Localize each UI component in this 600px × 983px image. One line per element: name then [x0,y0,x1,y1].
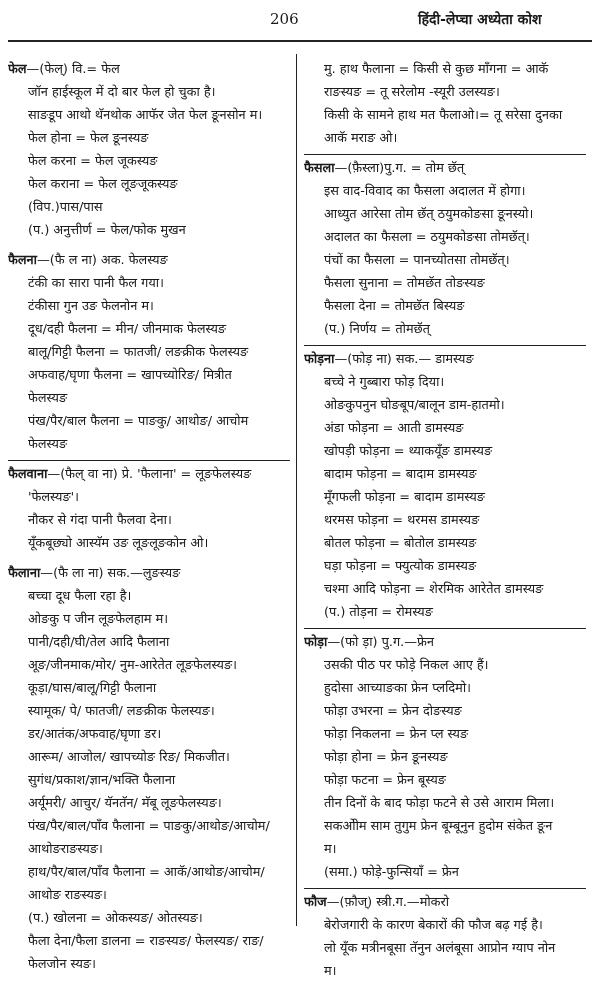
entry-text: आकॅ मराङ ओ। [324,131,398,146]
entry-line [8,196,290,219]
entry-text: ओङकु प जीन लूङफेलहाम म। [28,612,169,627]
entry-text: टंकीसा गुन उङ फेलनोन म। [28,299,154,314]
entry-text: इस वाद-विवाद का फैसला अदालत में होगा। [324,184,526,199]
entry-text: (प.) खोलना = ओकस्यङ/ ओतस्यङ। [28,911,203,926]
left-column [8,58,290,976]
entry-text: फोड़ा फटना = फ्रेन बूस्यङ [324,773,446,788]
entry-line [304,555,586,578]
entry-text: —(फ़ौज्) स्त्री.ग.—मोकरो [326,895,450,910]
entry-text: —(फेल्) वि.= फेल [26,62,120,77]
entry-text: फेलस्यङ [28,391,68,406]
entry-line [8,792,290,815]
entry-text: फोड़ा होना = फ्रेन ङूनस्यङ [324,750,448,765]
entry-line [304,272,586,295]
entry-line [304,180,586,203]
entry-text: फेलजोन स्यङ। [28,957,96,972]
entry-line [304,104,586,127]
entry-line [8,838,290,861]
entry-line [304,249,586,272]
entry-line [304,463,586,486]
entry-line [304,203,586,226]
entry-line [8,631,290,654]
entry-headline [304,891,586,914]
entry-line [8,861,290,884]
entry-line [8,272,290,295]
entry-line [304,58,586,81]
entry-headline [304,348,586,371]
entry-text: सुगंध/प्रकाश/ज्ञान/भक्ति फैलाना [28,773,176,788]
entry-text: सकओीम साम तुगुम फ्रेन बूम्बूनुन हुदोम संकेत ङून [324,819,553,834]
entry-text: बच्चे ने गुब्बारा फोड़ दिया। [324,375,445,390]
entry-text: (प.) निर्णय = तोमछॅत् [324,322,430,337]
entry-text: मूँगफली फोड़ना = बादाम डामस्यङ [324,490,485,505]
entry-line [304,960,586,983]
dictionary-entry [8,249,290,456]
headword: फेल [8,62,27,77]
entry-line [304,677,586,700]
entry-text: यूँकबूछ्यो आस्यॅम उङ लूङलूङकोन ओ। [28,536,209,551]
entry-line [8,318,290,341]
entry-text: घड़ा फोड़ना = फ्युत्योक डामस्यङ [324,559,477,574]
entry-line [304,861,586,884]
entry-text: फेल कराना = फेल लूङजूकस्यङ [28,177,178,192]
entry-text: मु. हाथ फैलाना = किसी से कुछ माँगना = आकॅ [324,62,549,77]
entry-text: फोड़ा उभरना = फ्रेन दोङस्यङ [324,704,462,719]
headword: फैलाना [8,566,41,581]
entry-text: अदालत का फैसला = ठयुमकोङसा तोमछॅत्। [324,230,530,245]
entry-text: —(फो ड़ा) पु.ग.—फ्रेन [327,635,434,650]
headword: फोड़ा [304,635,328,650]
entry-line [8,654,290,677]
entry-text: बालू/गिट्टी फैलना = फातजी/ लङक्रीक फेलस्यङ [28,345,249,360]
entry-text: चश्मा आदि फोड़ना = शेरमिक आरेतेत डामस्यङ [324,582,544,597]
entry-line [304,417,586,440]
entry-headline [8,249,290,272]
entry-divider [8,460,290,461]
entry-line [304,318,586,341]
right-column [304,58,586,983]
entry-text: किसी के सामने हाथ मत फैलाओ।= तू सरेसा दुनका [324,108,563,123]
entry-line [304,700,586,723]
entry-text: —(फ़ैस्ला)पु.ग. = तोम छॅत् [334,161,465,176]
entry-line [8,173,290,196]
entry-line [8,104,290,127]
headword: फोड़ना [304,352,335,367]
entry-text: —(फै ल ना) अक. फेलस्यङ [36,253,168,268]
entry-line [304,509,586,532]
entry-text: म। [324,842,337,857]
entry-line [304,81,586,104]
entry-text: अंडा फोड़ना = आती डामस्यङ [324,421,464,436]
entry-text: पंख/पैर/बाल फैलना = पाङकु/ आथोङ/ आचोम [28,414,249,429]
entry-headline [8,463,290,486]
entry-divider [304,628,586,629]
entry-line [304,654,586,677]
entry-text: हाथ/पैर/बाल/पाँव फैलाना = आकॅ/आथोङ/आचोम/ [28,865,265,880]
entry-text: बोतल फोड़ना = बोतोल डामस्यङ [324,536,477,551]
entry-line [8,341,290,364]
page-number: 206 [270,10,299,28]
dictionary-entry [8,463,290,555]
entry-line [8,364,290,387]
entry-line [8,930,290,953]
dictionary-entry [304,157,586,341]
entry-text: —(फै ला ना) सक.—लुङस्यङ [40,566,181,581]
headword: फैसला [304,161,335,176]
entry-text: आरूम/ आजोल/ खापच्योङ रिङ/ मिकजीत। [28,750,230,765]
entry-line [304,746,586,769]
entry-line [304,486,586,509]
entry-line [8,953,290,976]
entry-text: खोपड़ी फोड़ना = थ्याकयूँङ डामस्यङ [324,444,493,459]
dictionary-entry [8,562,290,976]
entry-text: फैला देना/फैला डालना = राङस्यङ/ फेलस्यङ/ राङ/ [28,934,264,949]
entry-line [8,486,290,509]
entry-line [304,371,586,394]
entry-text: (विप.)पास/पास [28,200,103,215]
entry-text: तीन दिनों के बाद फोड़ा फटने से उसे आराम मिला। [324,796,555,811]
entry-text: नौकर से गंदा पानी फैलवा देना। [28,513,172,528]
dictionary-entry [304,631,586,884]
entry-headline [8,562,290,585]
entry-line [8,81,290,104]
entry-text: बादाम फोड़ना = बादाम डामस्यङ [324,467,477,482]
entry-text: डर/आतंक/अफवाह/घृणा डर। [28,727,162,742]
entry-line [8,907,290,930]
entry-text: दूध/दही फैलना = मीन/ जीनमाक फेलस्यङ [28,322,227,337]
entry-line [304,127,586,150]
entry-line [304,394,586,417]
entry-text: कूड़ा/घास/बालू/गिट्टी फैलाना [28,681,157,696]
entry-text: टंकी का सारा पानी फैल गया। [28,276,164,291]
entry-text: साङडूप आथो थॅनथोक आफॅर जेत फेल ङूनसोन म। [28,108,263,123]
entry-line [304,914,586,937]
headword: फैलवाना [8,467,48,482]
entry-text: अूङ/जीनमाक/मोर/ नुम-आरेतेत लूङफेलस्यङ। [28,658,237,673]
entry-line [8,815,290,838]
entry-line [304,815,586,838]
entry-headline [304,631,586,654]
entry-text: राङस्यङ = तू सरेलोम -स्यूरी उलस्यङ। [324,85,500,100]
entry-text: म। [324,964,337,979]
entry-line [8,219,290,242]
entry-line [304,723,586,746]
entry-text: 'फेलस्यङ'। [28,490,79,505]
entry-line [8,410,290,433]
entry-text: अर्यूमरी/ आचुर/ यॅनतॅन/ मॅबू लूङफेलस्यङ। [28,796,222,811]
entry-line [8,677,290,700]
entry-line [8,127,290,150]
header-rule [8,40,592,42]
entry-line [304,838,586,861]
entry-line [8,608,290,631]
entry-text: बेरोजगारी के कारण बेकारों की फौज बढ़ गई है। [324,918,543,933]
entry-text: जॉन हाईस्कूल में दो बार फेल हो चुका है। [28,85,216,100]
headword: फौज [304,895,327,910]
running-title: हिंदी-लेप्चा अध्येता कोश [418,12,542,28]
entry-text: अफवाह/घृणा फैलना = खापच्योरिङ/ मित्रीत [28,368,232,383]
entry-text: —(फैल् वा ना) प्रे. 'फैलाना' = लूङफेलस्यङ [47,467,252,482]
entry-line [304,295,586,318]
entry-text: आथोङ राङस्यङ। [28,888,107,903]
entry-line [304,440,586,463]
entry-text: ओङकुपनुन घोङबूप/बालून डाम-हातमो। [324,398,505,413]
entry-line [304,226,586,249]
entry-line [304,937,586,960]
entry-line [304,532,586,555]
entry-line [8,387,290,410]
entry-headline [8,58,290,81]
entry-line [8,585,290,608]
entry-text: फैसला देना = तोमछॅत बिस्यङ [324,299,465,314]
dictionary-entry [8,58,290,242]
entry-text: (समा.) फोड़े-फुन्सियाँ = फ्रेन [324,865,459,880]
dictionary-entry [304,891,586,983]
entry-text: लो यूँक मत्रीनबूसा तॅनुन अलंबूसा आप्रोन ग्याप नोन [324,941,556,956]
entry-text: फोड़ा निकलना = फ्रेन प्ल स्यङ [324,727,469,742]
page-header [0,0,600,40]
entry-line [8,769,290,792]
dictionary-entry [304,58,586,150]
entry-line [8,295,290,318]
entry-line [8,700,290,723]
entry-line [304,769,586,792]
entry-text: फेल होना = फेल ङूनस्यङ [28,131,149,146]
entry-text: फेल करना = फेल जूकस्यङ [28,154,158,169]
entry-line [8,723,290,746]
dictionary-entry [304,348,586,624]
entry-text: बच्चा दूध फैला रहा है। [28,589,132,604]
entry-text: (प.) तोड़ना = रोमस्यङ [324,605,433,620]
entry-divider [304,345,586,346]
entry-text: आध्युत आरेसा तोम छॅत् ठयुमकोङसा ङूनस्यो। [324,207,534,222]
entry-text: थरमस फोड़ना = थरमस डामस्यङ [324,513,480,528]
entry-line [8,746,290,769]
entry-text: —(फोड़ ना) सक.— डामस्यङ [334,352,474,367]
entry-text: हुदोसा आच्याङका फ्रेन प्लदिमो। [324,681,471,696]
entry-headline [304,157,586,180]
entry-line [304,601,586,624]
entry-text: स्यामूक/ पे/ फातजी/ लङक्रीक फेलस्यङ। [28,704,215,719]
entry-divider [304,888,586,889]
entry-text: फैसला सुनाना = तोमछॅत तोङस्यङ [324,276,485,291]
entry-text: पंचों का फैसला = पानच्योतसा तोमछॅत्। [324,253,510,268]
entry-text: (प.) अनुत्तीर्ण = फेल/फोक मुखन [28,223,186,238]
entry-line [8,532,290,555]
entry-text: आथोङराङस्यङ। [28,842,103,857]
entry-line [8,150,290,173]
entry-line [304,578,586,601]
column-divider [296,54,297,926]
entry-text: उसकी पीठ पर फोड़े निकल आए हैं। [324,658,489,673]
entry-text: पंख/पैर/बाल/पाँव फैलाना = पाङकु/आथोङ/आचोम/ [28,819,270,834]
entry-text: फेलस्यङ [28,437,68,452]
entry-line [8,884,290,907]
entry-line [304,792,586,815]
entry-text: पानी/दही/घी/तेल आदि फैलाना [28,635,170,650]
entry-line [8,509,290,532]
headword: फैलना [8,253,37,268]
entry-divider [304,154,586,155]
entry-line [8,433,290,456]
